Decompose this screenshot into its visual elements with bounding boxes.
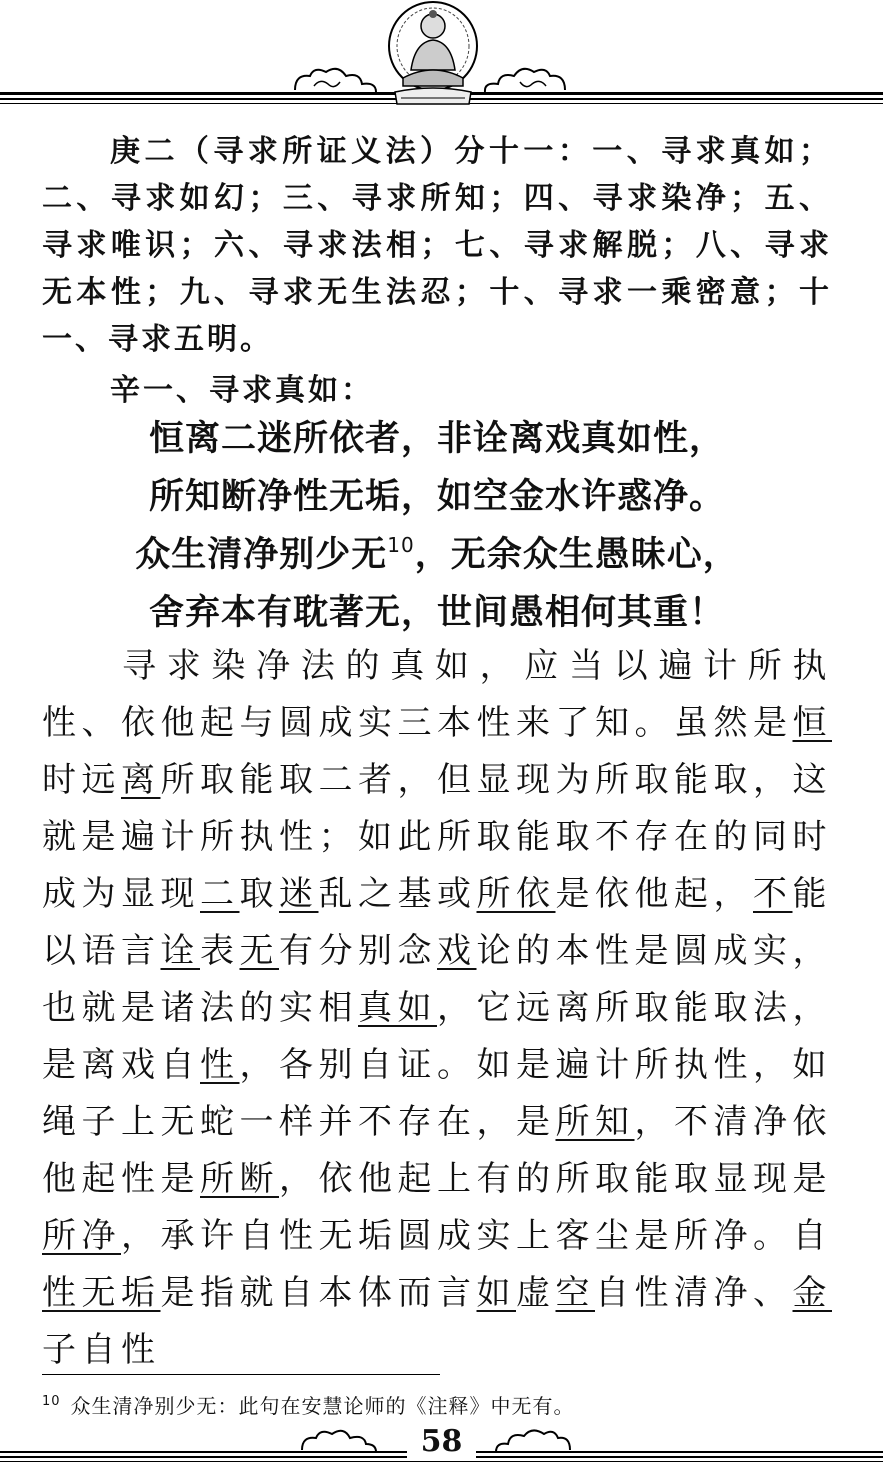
footnote-number: 10 — [42, 1394, 61, 1410]
footnote-ref: 10 — [387, 533, 415, 557]
cloud-ornament-icon — [290, 66, 380, 96]
verse-line-3: 众生清净别少无$^{10}$，无余众生愚昧心， — [135, 533, 739, 575]
commentary-text: 寻求染净法的真如，应当以遍计所执性、依他起与圆成实三本性来了知。虽然是恒时远离所取能取二者，但显现为所取能取，这就是遍计所执性；如此所取能取不存在的同时成为显现二取迷乱之基或所依是依他起，不能以语言诠表无有分别念戏论的本性是圆成实，也就是诸法的实相真如，它远离所取能取法，是离戏自性，各别自证。如是遍计所执性，如绳子上无蛇一样并不存在，是所知，不清净依他起性是所断，依他起上有的所取能取显现是所净，承许自性无垢圆成实上客尘是所净。自性无垢是指就自本体而言如虚空自性清净、金子自性 — [42, 646, 832, 1370]
verse-line-2: 所知断净性无垢，如空金水许惑净。 — [148, 477, 725, 517]
verse-block — [42, 410, 832, 642]
page-number: 58 — [0, 1424, 883, 1459]
verse-line-4: 舍弃本有耽著无，世间愚相何其重！ — [148, 593, 725, 633]
outline-section — [42, 128, 832, 414]
commentary-paragraph — [42, 638, 832, 1379]
cloud-ornament-icon — [480, 66, 570, 96]
buddha-emblem-icon — [385, 0, 481, 108]
footnote-text: 众生清净别少无：此句在安慧论师的《注释》中无有。 — [70, 1394, 575, 1418]
footnote — [42, 1390, 575, 1419]
verse-line-1: 恒离二迷所依者，非诠离戏真如性， — [148, 419, 725, 459]
outline-heading: 庚二（寻求所证义法）分十一：一、寻求真如；二、寻求如幻；三、寻求所知；四、寻求染净；五、寻求唯识；六、寻求法相；七、寻求解脱；八、寻求无本性；九、寻求无生法忍；十、寻求一乘密意；十一、寻求五明。 — [42, 134, 832, 357]
footnote-rule — [42, 1374, 440, 1375]
subheading: 辛一、寻求真如： — [110, 373, 374, 408]
